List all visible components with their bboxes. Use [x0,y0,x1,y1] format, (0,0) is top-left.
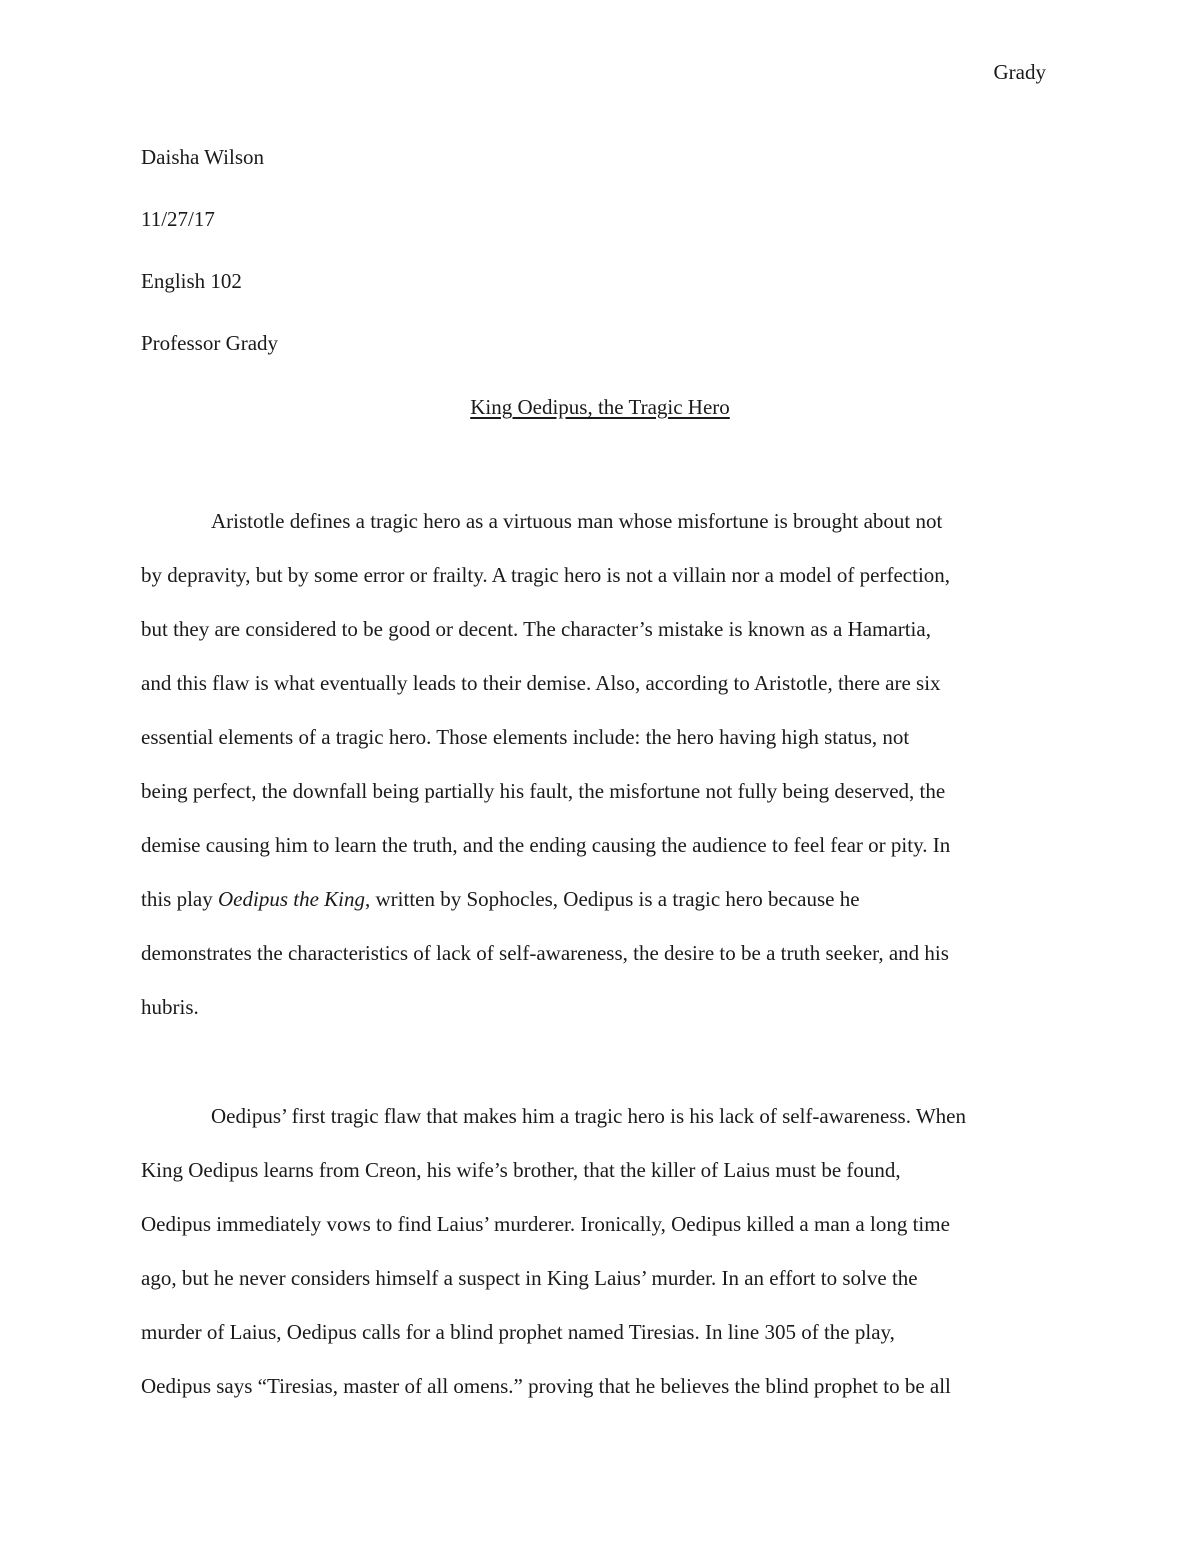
paragraph-2 [141,1102,1061,1426]
paragraph-line: ago, but he never considers himself a suspect in King Laius’ murder. In an effort to solve the [141,1266,918,1290]
line-text-after: , written by Sophocles, Oedipus is a tragic hero because he [365,887,860,911]
essay-title-wrapper [0,393,1200,421]
essay-title: King Oedipus, the Tragic Hero [470,395,730,419]
paragraph-line: essential elements of a tragic hero. Those elements include: the hero having high status, not [141,725,910,749]
paragraph-line: Oedipus says “Tiresias, master of all omens.” proving that he believes the blind prophet to be all [141,1374,951,1398]
student-name: Daisha Wilson [141,145,265,169]
line-text-before: this play [141,887,218,911]
date: 11/27/17 [141,207,215,231]
play-title-italic: Oedipus the King [218,887,365,911]
paragraph-line: hubris. [141,995,199,1019]
paragraph-line: Oedipus’ first tragic flaw that makes him a tragic hero is his lack of self-awareness. When [211,1104,966,1128]
paragraph-line: Oedipus immediately vows to find Laius’ murderer. Ironically, Oedipus killed a man a long time [141,1212,950,1236]
paragraph-line-with-italic [141,885,1061,939]
paragraph-line: demise causing him to learn the truth, and the ending causing the audience to feel fear or pity. In [141,833,951,857]
paragraph-line: demonstrates the characteristics of lack of self-awareness, the desire to be a truth seeker, and his [141,941,949,965]
paragraph-1 [141,507,1061,1047]
paragraph-line: King Oedipus learns from Creon, his wife’s brother, that the killer of Laius must be found, [141,1158,901,1182]
paragraph-line: but they are considered to be good or decent. The character’s mistake is known as a Hamartia, [141,617,931,641]
paragraph-line: by depravity, but by some error or frailty. A tragic hero is not a villain nor a model of perfection, [141,563,951,587]
course-name: English 102 [141,269,242,293]
running-head: Grady [993,60,1046,84]
paragraph-line: being perfect, the downfall being partially his fault, the misfortune not fully being deserved, the [141,779,946,803]
professor-name: Professor Grady [141,331,279,355]
paragraph-line: and this flaw is what eventually leads to their demise. Also, according to Aristotle, there are six [141,671,941,695]
paragraph-line: Aristotle defines a tragic hero as a virtuous man whose misfortune is brought about not [211,509,943,533]
paragraph-line: murder of Laius, Oedipus calls for a blind prophet named Tiresias. In line 305 of the play, [141,1320,895,1344]
